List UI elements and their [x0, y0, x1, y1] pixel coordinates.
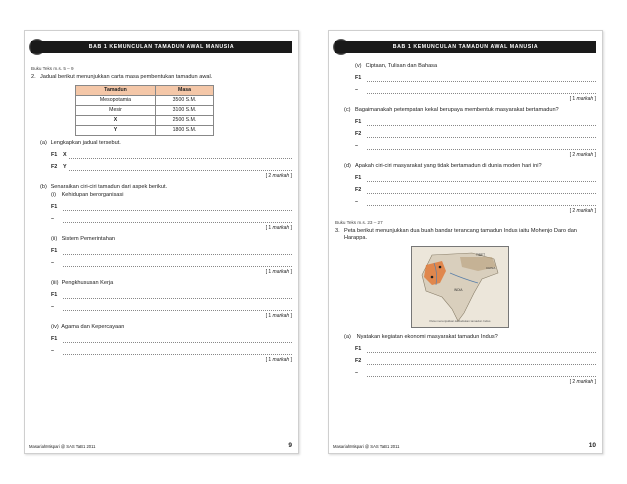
answer-line[interactable] — [367, 359, 596, 365]
answer-line[interactable] — [69, 165, 292, 171]
question-2b-ii: (ii) Sistem Pemerintahan — [51, 236, 116, 242]
question-2b-v: (v) Ciptaan, Tulisan dan Bahasa — [355, 63, 438, 69]
question-2c: (c) Bagaimanakah petempatan kekal berupaya membentuk masyarakat bertamadun? — [344, 107, 559, 113]
question-2b-iv: (iv) Agama dan Kepercayaan — [51, 324, 125, 330]
table-row: X 2500 S.M. — [76, 116, 214, 126]
page-footer — [29, 442, 292, 449]
table-row: Mesopotamia 3500 S.M. — [76, 96, 214, 106]
table-row: Y 1800 S.M. — [76, 126, 214, 136]
question-2d: (d) Apakah ciri-ciri masyarakat yang tidak bertamadun di dunia moden hari ini? — [344, 163, 542, 169]
answer-line[interactable] — [367, 120, 596, 126]
answer-line[interactable] — [63, 349, 292, 355]
map-label-india: INDIA — [454, 288, 463, 292]
question-2a: (a) Lengkapkan jadual tersebut. — [40, 140, 121, 146]
marks-label: [ 1 markah ] — [265, 225, 292, 231]
answer-line[interactable] — [63, 261, 292, 267]
question-3: 3. Peta berikut menunjukkan dua buah bandar terancang tamadun Indus iaitu Mohenjo Daro dan Harappa. — [335, 228, 577, 241]
marks-label: [ 1 markah ] — [265, 269, 292, 275]
question-2: 2. Jadual berikut menunjukkan carta masa pembentukan tamadun awal. — [31, 74, 213, 80]
page-footer — [333, 442, 596, 449]
page-number: 10 — [588, 442, 596, 449]
civilization-timeline-table: Tamadun Masa Mesopotamia 3500 S.M. Mesir 3100 S.M. X 2500 S.M. Y 1800 S.M. — [75, 85, 214, 136]
marks-label: [ 1 markah ] — [265, 357, 292, 363]
chapter-header: BAB 1 KEMUNCULAN TAMADUN AWAL MANUSIA — [31, 41, 292, 53]
answer-line[interactable] — [367, 176, 596, 182]
marks-label: [ 1 markah ] — [569, 96, 596, 102]
answer-line[interactable] — [63, 293, 292, 299]
marks-label: [ 2 markah ] — [265, 173, 292, 179]
page-9: BAB 1 KEMUNCULAN TAMADUN AWAL MANUSIA Buku Teks m.s. 5 – 9 2. Jadual berikut menunjukkan carta masa pembentukan tamadun awal. Tamadun Masa Mesopotamia 3500 S.M. Mesir 3100 S.M. X 2500 S.M. Y 1800 S.M. (a) Lengkapkan jadual tersebut. F1 X F2 Y [ 2 markah ] (b) Senaraikan ciri-ciri tamadun dari aspek berikut. (i) Kehidupan berorganisasi F1 – [ 1 markah ] (ii) Sistem Pemerintahan F1 – [ 1 markah ] (iii) Pengkhususan Kerja F1 – [ 1 markah ] (iv) Agama dan Kepercayaan F1 – [ 1 markah ] MasariahMispari @ SAS TaB1 2011 9 — [24, 30, 299, 454]
map-label-tibet: TIBET — [476, 253, 486, 257]
answer-line[interactable] — [367, 188, 596, 194]
answer-line[interactable] — [367, 200, 596, 206]
map-label-china: CHINA — [486, 266, 496, 270]
answer-line[interactable] — [367, 347, 596, 353]
marks-label: [ 2 markah ] — [569, 208, 596, 214]
answer-line[interactable] — [63, 305, 292, 311]
answer-line[interactable] — [63, 337, 292, 343]
answer-line[interactable] — [367, 132, 596, 138]
marks-label: [ 1 markah ] — [265, 313, 292, 319]
page-number: 9 — [288, 442, 292, 449]
footer-author: MasariahMispari @ SAS TaB1 2011 — [29, 444, 96, 449]
answer-line[interactable] — [367, 371, 596, 377]
question-2b: (b) Senaraikan ciri-ciri tamadun dari aspek berikut. — [40, 184, 168, 190]
textbook-reference: Buku Teks m.s. 23 – 27 — [335, 220, 383, 225]
answer-line[interactable] — [367, 144, 596, 150]
answer-line[interactable] — [63, 249, 292, 255]
question-2b-iii: (iii) Pengkhususan Kerja — [51, 280, 114, 286]
chapter-header: BAB 1 KEMUNCULAN TAMADUN AWAL MANUSIA — [335, 41, 596, 53]
textbook-reference: Buku Teks m.s. 5 – 9 — [31, 66, 74, 71]
footer-author: MasariahMispari @ SAS TaB1 2011 — [333, 444, 400, 449]
answer-line[interactable] — [63, 205, 292, 211]
map-caption: Peta menunjukkan kedudukan tamadun Indus — [429, 319, 491, 323]
marks-label: [ 2 markah ] — [569, 152, 596, 158]
question-2b-i: (i) Kehidupan berorganisasi — [51, 192, 124, 198]
table-row: Mesir 3100 S.M. — [76, 106, 214, 116]
answer-line[interactable] — [367, 76, 596, 82]
page-10: BAB 1 KEMUNCULAN TAMADUN AWAL MANUSIA (v) Ciptaan, Tulisan dan Bahasa F1 – [ 1 markah ] (c) Bagaimanakah petempatan kekal berupaya membentuk masyarakat bertamadun? F1 F2 – [ 2 markah ] (d) Apakah ciri-ciri masyarakat yang tidak bertamadun di dunia moden hari ini? F1 F2 – [ 2 markah ] Buku Teks m.s. 23 – 27 3. Peta berikut menunjukkan dua buah bandar terancang tamadun Indus iaitu Mohenjo Daro dan Harappa. TIBET CHINA INDIA Peta menunjukkan kedudukan tamadun Indus (a) Nyatakan kegiatan ekonomi masyarakat tamadun Indus? F1 F2 – [ 2 markah ] MasariahMispari @ SAS TaB1 2011 10 — [328, 30, 603, 454]
question-3a: (a) Nyatakan kegiatan ekonomi masyarakat tamadun Indus? — [344, 334, 498, 340]
marks-label: [ 2 markah ] — [569, 379, 596, 385]
answer-line[interactable] — [69, 153, 292, 159]
answer-line[interactable] — [63, 217, 292, 223]
indus-map-image — [411, 246, 509, 328]
answer-line[interactable] — [367, 88, 596, 94]
